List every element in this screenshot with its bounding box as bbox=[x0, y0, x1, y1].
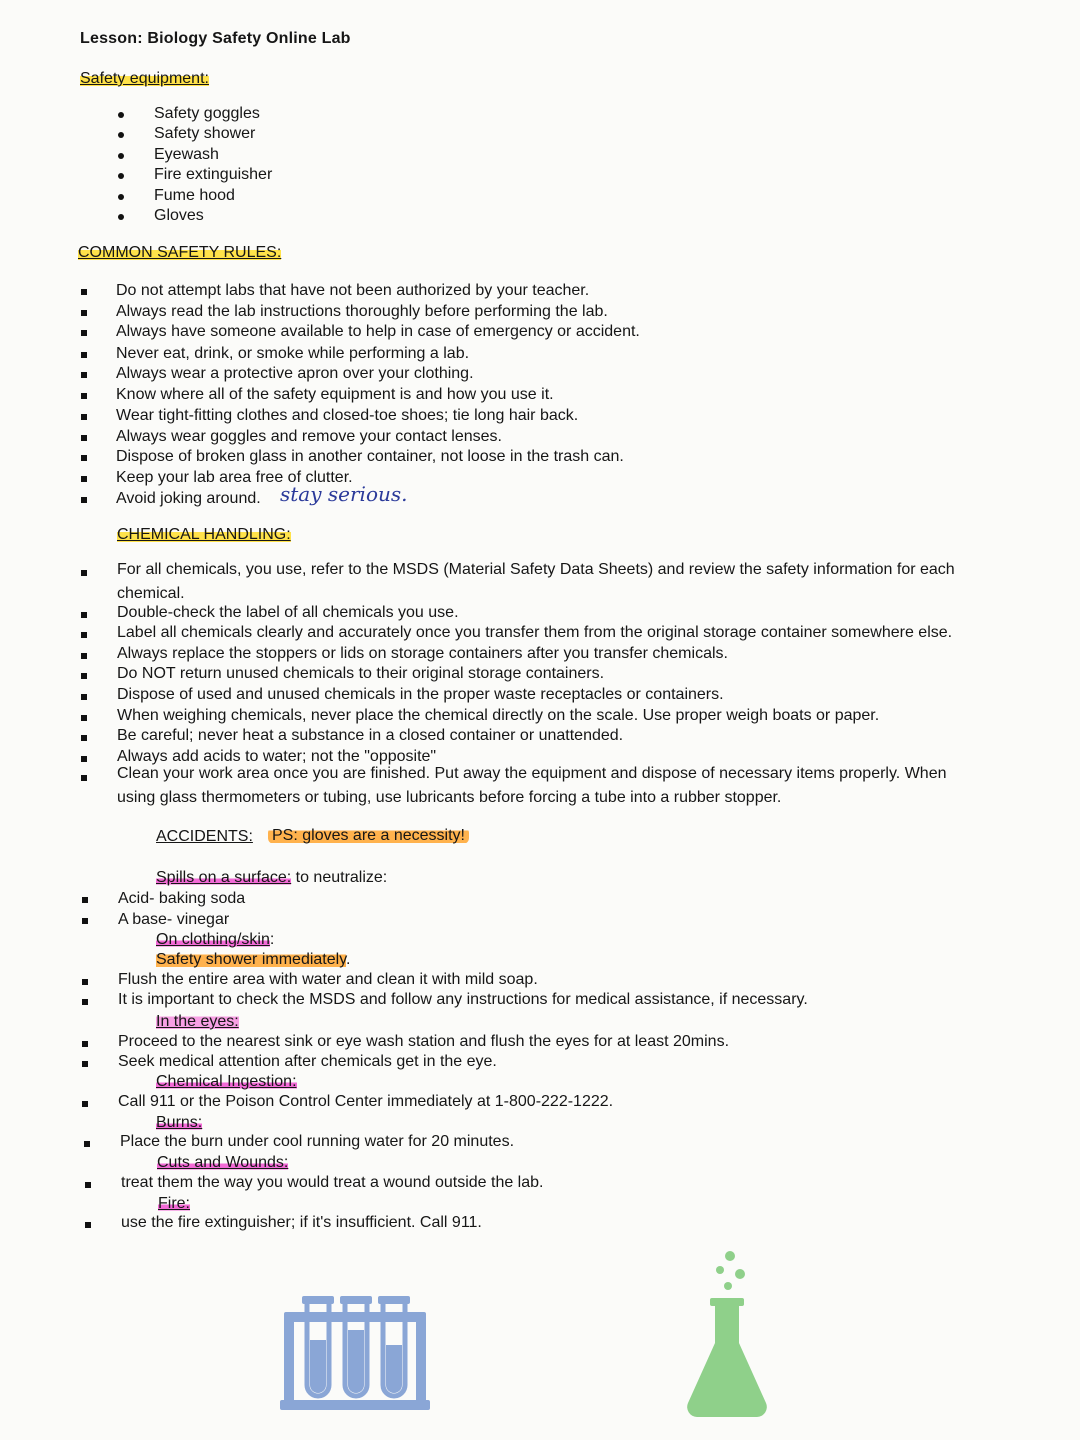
handwritten-note: stay serious. bbox=[280, 482, 408, 506]
eyes-subheading: In the eyes: bbox=[156, 1013, 239, 1030]
ingestion-subheading: Chemical Ingestion: bbox=[156, 1073, 297, 1090]
document-page: Lesson: Biology Safety Online Lab Safety equipment: Safety goggles Safety shower Eyewash Fire extinguisher Fume hood Gloves COMMON SAFETY RULES: Do not attempt labs that have not been authorized by your teacher. Always read the lab instructions thoroughly before performing the lab. Always have someone available to help in case of emergency or accident. Never eat, drink, or smoke while performing a lab. Always wear a protective apron over your clothing. Know where all of the safety equipment is and how you use it. Wear tight-fitting clothes and closed-toe shoes; tie long hair back. Always wear goggles and remove your contact lenses. Dispose of broken glass in another container, not loose in the trash can. Keep your lab area free of clutter. Avoid joking around. stay serious. CHEMICAL HANDLING: For all chemicals, you use, refer to the MSDS (Material Safety Data Sheets) and review the safety information for each chemical. Double-check the label of all chemicals you use. Label all chemicals clearly and accurately once you transfer them from the original storage container somewhere else. Always replace the stoppers or lids on storage containers after you transfer chemicals. Do NOT return unused chemicals to their original storage containers. Dispose of used and unused chemicals in the proper waste receptacles or containers. When weighing chemicals, never place the chemical directly on the scale. Use proper weigh boats or paper. Be careful; never heat a substance in a closed container or unattended. Always add acids to water; not the "opposite" Clean your work area once you are finished. Put away the equipment and dispose of necessary items properly. When using glass thermometers or tubing, use lubricants before forcing a tube into a rubber stopper. ACCIDENTS: PS: gloves are a necessity! Spills on a surface: to neutralize: Acid- baking soda A base- vinegar On clothing/skin: Safety shower immediately. Flush the entire area with water and clean it with mild soap. It is important to check the MSDS and follow any instructions for medical assistance, if necessary. In the eyes: Proceed to the nearest sink or eye wash station and flush the eyes for at least 20mins. Seek medical attention after chemicals get in the eye. Chemical Ingestion: Call 911 or the Poison Control Center immediately at 1-800-222-1222. Burns: Place the burn under cool running water for 20 minutes. Cuts and Wounds: treat them the way you would treat a wound outside the lab. Fire: use the fire extinguisher; if it's insufficient. Call 911. bbox=[0, 0, 1080, 1440]
fire-subheading: Fire: bbox=[158, 1195, 190, 1212]
clothing-subheading: On clothing/skin: bbox=[156, 931, 275, 948]
page-title: Lesson: Biology Safety Online Lab bbox=[80, 30, 351, 47]
safety-equipment-heading: Safety equipment: bbox=[80, 70, 209, 87]
spills-subheading: Spills on a surface: to neutralize: bbox=[156, 869, 388, 886]
flask-icon bbox=[682, 1248, 772, 1420]
gloves-note: PS: gloves are a necessity! bbox=[268, 826, 469, 846]
accidents-heading: ACCIDENTS: bbox=[156, 828, 253, 845]
chemical-handling-heading: CHEMICAL HANDLING: bbox=[117, 526, 291, 543]
burns-subheading: Burns: bbox=[156, 1114, 203, 1131]
common-rules-heading: COMMON SAFETY RULES: bbox=[78, 244, 282, 261]
cuts-subheading: Cuts and Wounds: bbox=[157, 1154, 289, 1171]
clothing-instruction: Safety shower immediately. bbox=[156, 951, 351, 968]
test-tube-rack-icon bbox=[280, 1290, 430, 1415]
